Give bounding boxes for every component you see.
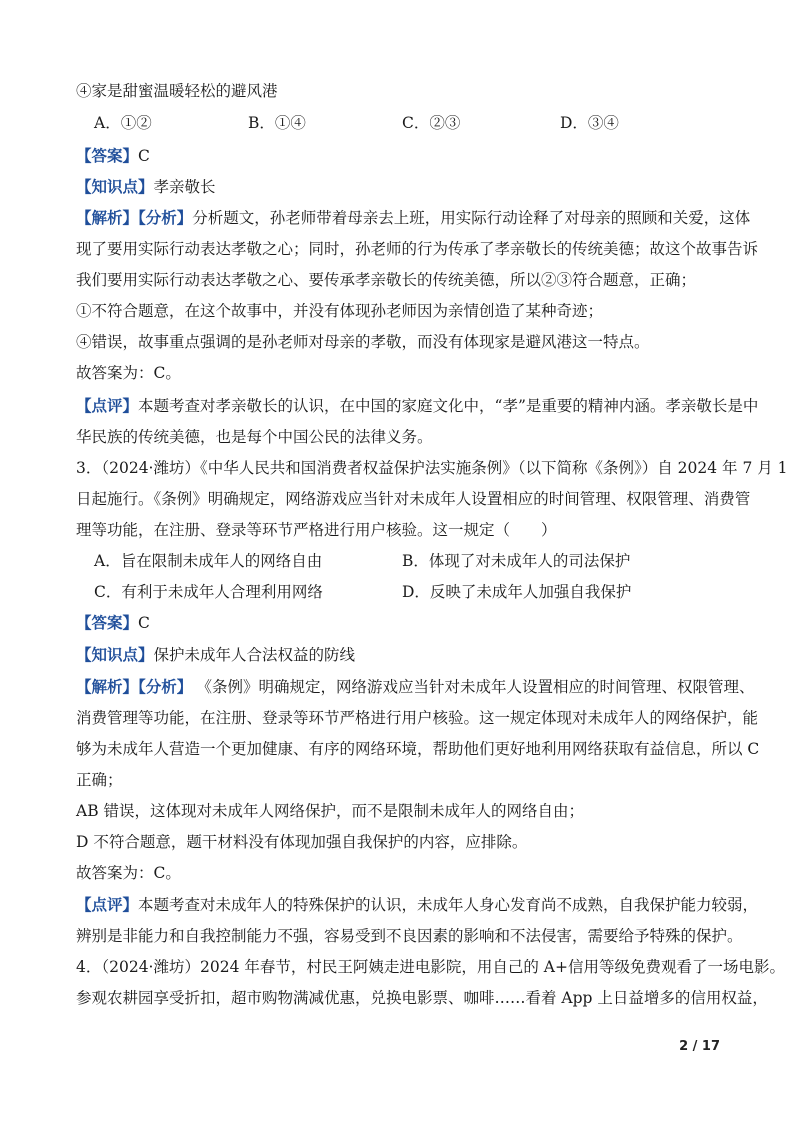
comment-tag: 【点评】 bbox=[76, 397, 139, 415]
q4-stem-line-1: 4．（2024·潍坊）2024 年春节，村民王阿姨走进电影院，用自己的 A+信用等级免费观看了一场电影。 bbox=[76, 958, 785, 976]
q2-option-a: A．①② bbox=[94, 114, 152, 132]
q3-stem-line-2: 日起施行。《条例》明确规定，网络游戏应当针对未成年人设置相应的时间管理、权限管理、消费管 bbox=[76, 490, 751, 508]
q2-analysis-line-4: ①不符合题意，在这个故事中，并没有体现孙老师因为亲情创造了某种奇迹； bbox=[76, 302, 604, 320]
q3-analysis-conclusion: 故答案为：C。 bbox=[76, 864, 181, 882]
q3-analysis-line-3: 够为未成年人营造一个更加健康、有序的网络环境，帮助他们更好地利用网络获取有益信息，所以 C bbox=[76, 740, 760, 758]
knowledge-value: 孝亲敬长 bbox=[153, 178, 216, 196]
q3-analysis-line-2: 消费管理等功能，在注册、登录等环节严格进行用户核验。这一规定体现对未成年人的网络保护，能 bbox=[76, 709, 759, 727]
knowledge-value: 保护未成年人合法权益的防线 bbox=[153, 646, 356, 664]
q3-comment-line-1: 【点评】本题考查对未成年人的特殊保护的认识，未成年人身心发育尚不成熟，自我保护能力较弱， bbox=[76, 896, 759, 914]
q3-option-c: C．有利于未成年人合理利用网络 bbox=[94, 583, 323, 601]
q2-comment-line-2: 华民族的传统美德，也是每个中国公民的法律义务。 bbox=[76, 428, 433, 446]
q3-analysis-line-6: D 不符合题意，题干材料没有体现加强自我保护的内容，应排除。 bbox=[76, 833, 528, 851]
q3-analysis-line-5: AB 错误，这体现对未成年人网络保护，而不是限制未成年人的网络自由； bbox=[76, 802, 585, 820]
q3-answer bbox=[76, 613, 150, 633]
q3-stem-line-1: 3．（2024·潍坊）《中华人民共和国消费者权益保护法实施条例》（以下简称《条例》）自 2024 年 7 月 1 bbox=[76, 459, 788, 477]
analysis-sub-tag: 【分析】 bbox=[138, 678, 193, 696]
q2-option-c: C．②③ bbox=[402, 114, 461, 132]
q3-analysis-line-1: 【解析】【分析】 《条例》明确规定，网络游戏应当针对未成年人设置相应的时间管理、权限管理、 bbox=[76, 678, 755, 696]
q3-option-d: D．反映了未成年人加强自我保护 bbox=[402, 583, 632, 601]
analysis-tag: 【解析】 bbox=[76, 678, 139, 696]
q3-knowledge bbox=[76, 645, 355, 665]
q2-analysis-conclusion: 故答案为：C。 bbox=[76, 364, 181, 382]
knowledge-tag: 【知识点】 bbox=[76, 646, 154, 664]
q2-analysis-line-2: 现了要用实际行动表达孝敬之心；同时，孙老师的行为传承了孝亲敬长的传统美德；故这个故事告诉 bbox=[76, 240, 759, 258]
q2-comment-line-1: 【点评】本题考查对孝亲敬长的认识，在中国的家庭文化中，“孝”是重要的精神内涵。孝亲敬长是中 bbox=[76, 397, 759, 415]
page-number: 2 / 17 bbox=[679, 1039, 720, 1054]
answer-value: C bbox=[138, 614, 150, 632]
q4-stem-line-2: 参观农耕园享受折扣，超市购物满减优惠，兑换电影票、咖啡……看着 App 上日益增多的信用权益， bbox=[76, 989, 768, 1007]
q2-knowledge bbox=[76, 177, 216, 197]
q2-analysis-line-5: ④错误，故事重点强调的是孙老师对母亲的孝敬，而没有体现家是避风港这一特点。 bbox=[76, 333, 650, 351]
analysis-tag: 【解析】 bbox=[76, 209, 139, 227]
q2-analysis-line-3: 我们要用实际行动表达孝敬之心、要传承孝亲敬长的传统美德，所以②③符合题意，正确； bbox=[76, 271, 697, 289]
answer-tag: 【答案】 bbox=[76, 614, 139, 632]
q2-option-d: D．③④ bbox=[560, 114, 619, 132]
q2-analysis-line-1: 【解析】【分析】分析题文，孙老师带着母亲去上班，用实际行动诠释了对母亲的照顾和关爱，这体 bbox=[76, 209, 751, 227]
q2-option-4-statement: ④家是甜蜜温暖轻松的避风港 bbox=[76, 82, 278, 100]
q3-comment-line-2: 辨别是非能力和自我控制能力不强，容易受到不良因素的影响和不法侵害，需要给予特殊的保护。 bbox=[76, 927, 743, 945]
analysis-sub-tag: 【分析】 bbox=[138, 209, 193, 227]
q2-option-b: B．①④ bbox=[248, 114, 306, 132]
answer-value: C bbox=[138, 147, 150, 165]
q2-answer bbox=[76, 146, 150, 166]
q3-stem-line-3: 理等功能，在注册、登录等环节严格进行用户核验。这一规定（ ） bbox=[76, 521, 557, 539]
q3-analysis-line-4: 正确； bbox=[76, 771, 123, 789]
comment-tag: 【点评】 bbox=[76, 896, 139, 914]
q3-option-a: A．旨在限制未成年人的网络自由 bbox=[94, 552, 323, 570]
q3-option-b: B．体现了对未成年人的司法保护 bbox=[402, 552, 631, 570]
answer-tag: 【答案】 bbox=[76, 147, 139, 165]
knowledge-tag: 【知识点】 bbox=[76, 178, 154, 196]
